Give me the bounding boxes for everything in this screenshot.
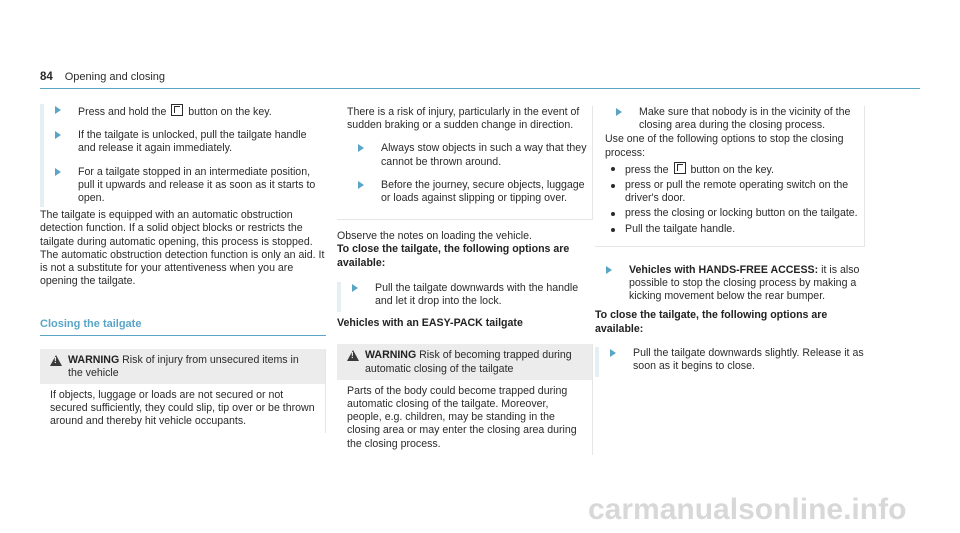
column-2 xyxy=(337,104,593,455)
handsfree-wrap xyxy=(595,264,865,304)
stow-step: Always stow objects in such a way that they cannot be thrown around. xyxy=(347,142,592,168)
column-1 xyxy=(40,104,326,433)
warning-box-2 xyxy=(337,344,593,454)
vicinity-step: Make sure that nobody is in the vicinity of the closing area during the closing process. xyxy=(605,106,864,132)
risk-text: There is a risk of injury, particularly in the event of sudden braking or a sudden change in direction. xyxy=(347,106,580,132)
bullet-arrow-icon xyxy=(55,106,61,114)
warning-box-1 xyxy=(40,349,326,433)
bullet-arrow-icon xyxy=(358,181,364,189)
options-intro: Use one of the following options to stop the closing process: xyxy=(605,133,844,159)
bullet-arrow-icon xyxy=(610,349,616,357)
heading-rule xyxy=(40,335,326,336)
pull-down-step: Pull the tailgate downwards with the handle and let it drop into the lock. xyxy=(341,282,593,308)
header-rule xyxy=(40,88,920,89)
bullet-arrow-icon xyxy=(55,168,61,176)
section-title: Opening and closing xyxy=(64,71,166,83)
opening-steps xyxy=(40,104,326,207)
close-step-wrap xyxy=(337,282,593,312)
close-heading: To close the tailgate, the following options are available: xyxy=(337,243,570,269)
warning-header: ! WARNING Risk of injury from unsecured items in the vehicle xyxy=(40,349,325,384)
page-header xyxy=(40,71,920,84)
warning-body: Parts of the body could become trapped during automatic closing of the tailgate. Moreover, people, e.g. children, may be standing in the closing area or may enter the closing area during the closing process. xyxy=(347,384,577,450)
close-heading-2: To close the tailgate, the following options are available: xyxy=(595,309,828,335)
bullet-dot-icon xyxy=(611,167,615,171)
step-unlocked: If the tailgate is unlocked, pull the tailgate handle and release it again immediately. xyxy=(44,129,326,155)
warning-icon xyxy=(50,355,62,366)
observe-text: Observe the notes on loading the vehicle. xyxy=(337,230,532,243)
closing-heading: Closing the tailgate xyxy=(40,318,142,331)
final-step: Pull the tailgate downwards slightly. Release it as soon as it begins to close. xyxy=(599,347,865,373)
continuation-box xyxy=(337,106,593,220)
obstruction-paragraph: The tailgate is equipped with an automatic obstruction detection function. If a solid object blocks or restricts the tailgate during automatic opening, this process is stopped. The automatic obstruction detection function is only an aid. It is not a substitute for your attentiveness when you are opening the tailgate. xyxy=(40,209,325,288)
option-handle: Pull the tailgate handle. xyxy=(605,223,864,236)
bullet-dot-icon xyxy=(611,212,615,216)
warning-header: ! WARNING Risk of becoming trapped during automatic closing of the tailgate xyxy=(337,344,592,379)
tailgate-icon xyxy=(171,104,183,116)
page-number: 84 xyxy=(40,71,53,83)
option-remote-switch: press or pull the remote operating switch on the driver's door. xyxy=(605,179,864,205)
bullet-arrow-icon xyxy=(55,131,61,139)
bullet-arrow-icon xyxy=(616,108,622,116)
final-step-wrap xyxy=(595,347,865,377)
bullet-arrow-icon xyxy=(358,144,364,152)
bullet-dot-icon xyxy=(611,184,615,188)
watermark: carmanualsonline.info xyxy=(588,493,907,526)
bullet-arrow-icon xyxy=(606,266,612,274)
warning-body: If objects, luggage or loads are not secured or not secured sufficiently, they could slip, tip over or be thrown around and thereby hit vehicle occupants. xyxy=(50,389,315,428)
bullet-dot-icon xyxy=(611,228,615,232)
bullet-arrow-icon xyxy=(352,284,358,292)
tailgate-icon xyxy=(674,162,686,174)
warning-icon xyxy=(347,350,359,361)
option-key-button: press the button on the key. xyxy=(605,162,864,177)
easy-pack-heading: Vehicles with an EASY-PACK tailgate xyxy=(337,317,523,330)
handsfree-step: Vehicles with HANDS-FREE ACCESS: it is also possible to stop the closing process by making a kicking movement below the rear bumper. xyxy=(595,264,865,304)
step-intermediate: For a tailgate stopped in an intermediate position, pull it upwards and release it as soon as it starts to open. xyxy=(44,166,326,206)
option-locking-button: press the closing or locking button on the tailgate. xyxy=(605,207,864,220)
secure-step: Before the journey, secure objects, luggage or loads against slipping or tipping over. xyxy=(347,179,592,205)
step-press-hold: Press and hold the button on the key. xyxy=(44,104,326,119)
column-3 xyxy=(595,104,865,377)
stop-process-box xyxy=(595,106,865,247)
